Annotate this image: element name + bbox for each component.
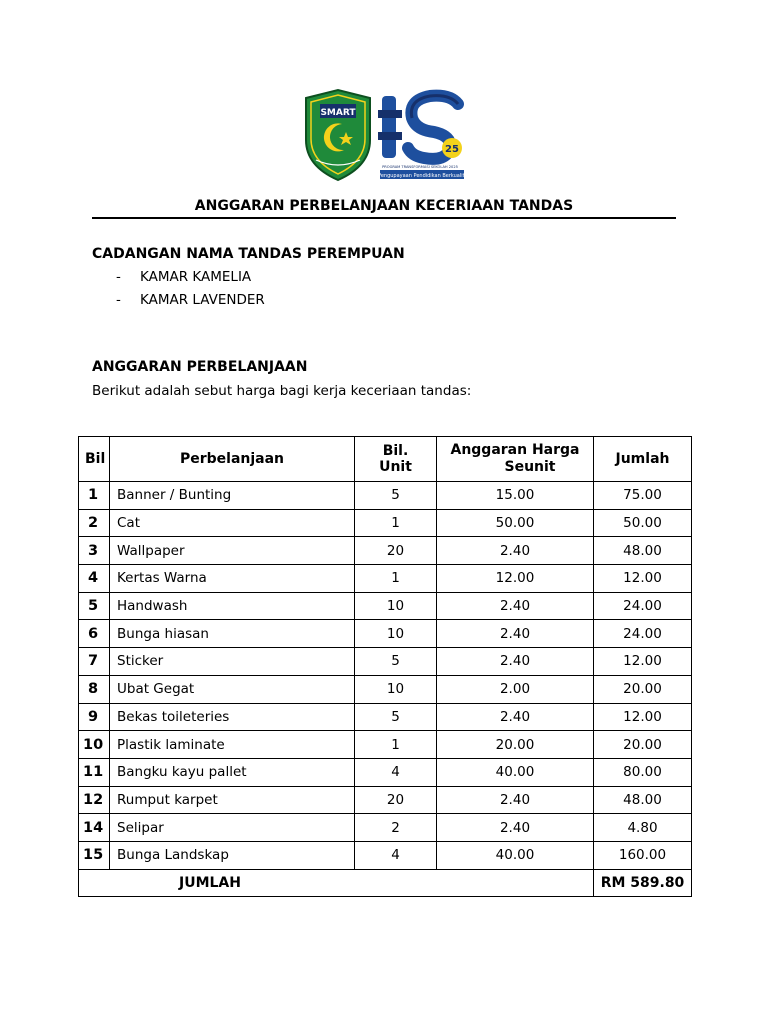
cell-bil: 9 bbox=[79, 703, 110, 731]
cell-bil: 2 bbox=[79, 509, 110, 537]
cell-bil: 4 bbox=[79, 565, 110, 593]
cell-harga: 12.00 bbox=[437, 565, 594, 593]
table-row bbox=[79, 592, 692, 620]
table-row bbox=[79, 565, 692, 593]
table-row bbox=[79, 786, 692, 814]
smart-shield-logo bbox=[306, 90, 370, 180]
cell-bil: 12 bbox=[79, 786, 110, 814]
names-section-heading: CADANGAN NAMA TANDAS PEREMPUAN bbox=[92, 246, 405, 262]
cell-unit: 5 bbox=[355, 703, 437, 731]
names-list-item bbox=[116, 292, 265, 308]
cell-unit: 1 bbox=[355, 509, 437, 537]
table-row bbox=[79, 703, 692, 731]
names-item-text: KAMAR KAMELIA bbox=[140, 269, 252, 285]
cell-harga: 40.00 bbox=[437, 758, 594, 786]
cell-harga: 2.40 bbox=[437, 786, 594, 814]
cell-bil: 6 bbox=[79, 620, 110, 648]
header-perbelanjaan: Perbelanjaan bbox=[110, 437, 355, 482]
cell-harga: 20.00 bbox=[437, 731, 594, 759]
table-row bbox=[79, 482, 692, 510]
cell-harga: 2.40 bbox=[437, 814, 594, 842]
cell-unit: 1 bbox=[355, 565, 437, 593]
header-harga-line2: Seunit bbox=[504, 459, 556, 475]
budget-section-heading: ANGGARAN PERBELANJAAN bbox=[92, 359, 308, 375]
cell-item: Rumput karpet bbox=[110, 786, 355, 814]
cell-harga: 2.40 bbox=[437, 703, 594, 731]
table-row bbox=[79, 731, 692, 759]
cell-item: Selipar bbox=[110, 814, 355, 842]
cell-bil: 1 bbox=[79, 482, 110, 510]
svg-text:Pengupayaan Pendidikan Berkual: Pengupayaan Pendidikan Berkualiti bbox=[377, 173, 467, 179]
cell-bil: 11 bbox=[79, 758, 110, 786]
table-row bbox=[79, 841, 692, 869]
cell-unit: 1 bbox=[355, 731, 437, 759]
cell-item: Sticker bbox=[110, 648, 355, 676]
cell-item: Bunga Landskap bbox=[110, 841, 355, 869]
cell-item: Bekas toileteries bbox=[110, 703, 355, 731]
header-jumlah: Jumlah bbox=[594, 437, 692, 482]
cell-bil: 15 bbox=[79, 841, 110, 869]
cell-harga: 15.00 bbox=[437, 482, 594, 510]
cell-bil: 7 bbox=[79, 648, 110, 676]
table-total-row bbox=[79, 869, 692, 897]
total-label: JUMLAH bbox=[79, 869, 594, 897]
cell-jumlah: 50.00 bbox=[594, 509, 692, 537]
cell-jumlah: 20.00 bbox=[594, 731, 692, 759]
cell-item: Plastik laminate bbox=[110, 731, 355, 759]
logo-group bbox=[300, 88, 470, 183]
cell-item: Banner / Bunting bbox=[110, 482, 355, 510]
header-unit bbox=[355, 437, 437, 482]
cell-item: Bangku kayu pallet bbox=[110, 758, 355, 786]
table-header-row bbox=[79, 437, 692, 482]
cell-item: Cat bbox=[110, 509, 355, 537]
cell-harga: 40.00 bbox=[437, 841, 594, 869]
cell-jumlah: 24.00 bbox=[594, 592, 692, 620]
header-unit-line2: Unit bbox=[379, 459, 412, 475]
cell-jumlah: 24.00 bbox=[594, 620, 692, 648]
cell-unit: 10 bbox=[355, 620, 437, 648]
svg-text:PROGRAM TRANSFORMASI SEKOLAH 2: PROGRAM TRANSFORMASI SEKOLAH 2025 bbox=[382, 165, 458, 169]
table-row bbox=[79, 814, 692, 842]
cell-item: Bunga hiasan bbox=[110, 620, 355, 648]
header-harga bbox=[437, 437, 594, 482]
cell-jumlah: 75.00 bbox=[594, 482, 692, 510]
cell-item: Wallpaper bbox=[110, 537, 355, 565]
program-ts25-logo bbox=[378, 96, 466, 179]
cell-item: Kertas Warna bbox=[110, 565, 355, 593]
cell-jumlah: 80.00 bbox=[594, 758, 692, 786]
svg-text:SMART: SMART bbox=[320, 108, 356, 118]
cell-harga: 2.00 bbox=[437, 675, 594, 703]
budget-table bbox=[78, 436, 692, 897]
cell-harga: 2.40 bbox=[437, 592, 594, 620]
table-row bbox=[79, 758, 692, 786]
header-bil: Bil bbox=[79, 437, 110, 482]
table-row bbox=[79, 648, 692, 676]
cell-bil: 3 bbox=[79, 537, 110, 565]
budget-intro-text: Berikut adalah sebut harga bagi kerja keceriaan tandas: bbox=[92, 383, 472, 399]
header-harga-line1: Anggaran Harga bbox=[450, 442, 580, 458]
bullet-dash: - bbox=[116, 269, 121, 285]
table-row bbox=[79, 620, 692, 648]
cell-harga: 2.40 bbox=[437, 648, 594, 676]
table-row bbox=[79, 675, 692, 703]
cell-harga: 50.00 bbox=[437, 509, 594, 537]
cell-jumlah: 4.80 bbox=[594, 814, 692, 842]
bullet-dash: - bbox=[116, 292, 121, 308]
cell-unit: 5 bbox=[355, 482, 437, 510]
cell-unit: 10 bbox=[355, 592, 437, 620]
cell-jumlah: 160.00 bbox=[594, 841, 692, 869]
cell-unit: 20 bbox=[355, 537, 437, 565]
cell-bil: 14 bbox=[79, 814, 110, 842]
cell-unit: 4 bbox=[355, 841, 437, 869]
cell-harga: 2.40 bbox=[437, 537, 594, 565]
cell-item: Ubat Gegat bbox=[110, 675, 355, 703]
cell-bil: 10 bbox=[79, 731, 110, 759]
names-list-item bbox=[116, 269, 251, 285]
header-logos bbox=[300, 88, 470, 183]
svg-text:25: 25 bbox=[445, 144, 459, 155]
cell-bil: 8 bbox=[79, 675, 110, 703]
cell-unit: 2 bbox=[355, 814, 437, 842]
cell-jumlah: 48.00 bbox=[594, 786, 692, 814]
cell-jumlah: 12.00 bbox=[594, 703, 692, 731]
table-row bbox=[79, 509, 692, 537]
cell-jumlah: 12.00 bbox=[594, 565, 692, 593]
cell-harga: 2.40 bbox=[437, 620, 594, 648]
cell-jumlah: 12.00 bbox=[594, 648, 692, 676]
cell-unit: 10 bbox=[355, 675, 437, 703]
cell-item: Handwash bbox=[110, 592, 355, 620]
total-value: RM 589.80 bbox=[594, 869, 692, 897]
table-row bbox=[79, 537, 692, 565]
document-title: ANGGARAN PERBELANJAAN KECERIAAN TANDAS bbox=[92, 198, 676, 219]
cell-bil: 5 bbox=[79, 592, 110, 620]
cell-unit: 5 bbox=[355, 648, 437, 676]
cell-jumlah: 20.00 bbox=[594, 675, 692, 703]
cell-unit: 20 bbox=[355, 786, 437, 814]
cell-unit: 4 bbox=[355, 758, 437, 786]
cell-jumlah: 48.00 bbox=[594, 537, 692, 565]
names-item-text: KAMAR LAVENDER bbox=[140, 292, 265, 308]
header-unit-line1: Bil. bbox=[382, 443, 409, 459]
